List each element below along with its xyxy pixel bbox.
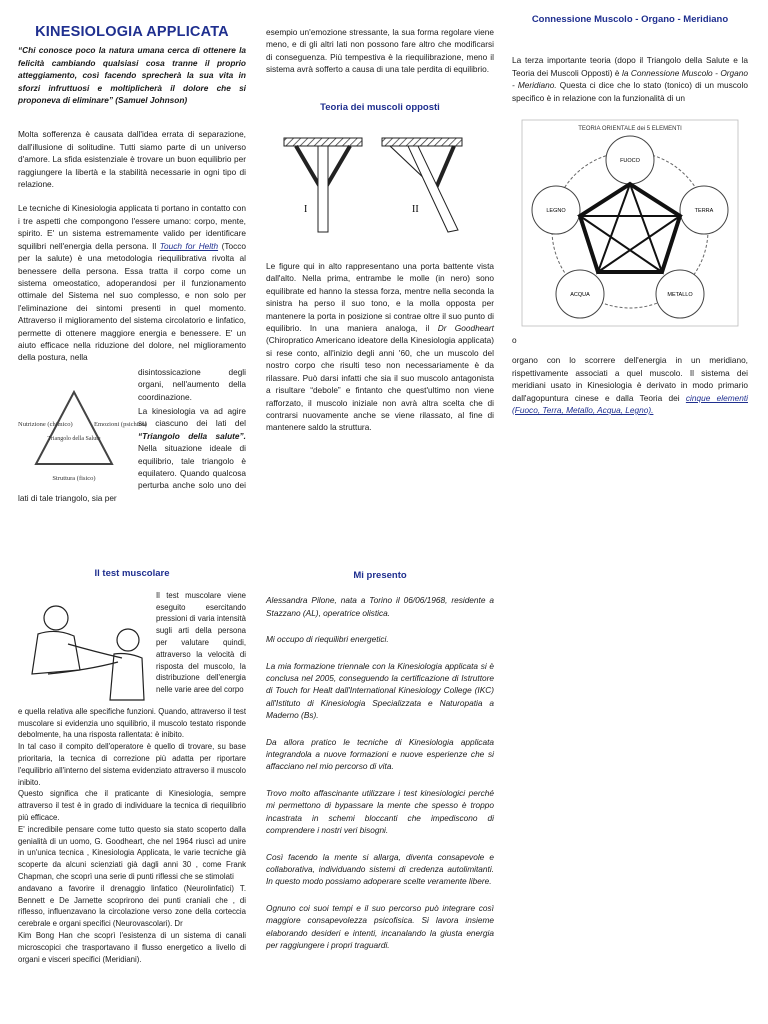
orphan-letter: o <box>512 335 517 346</box>
page-title: KINESIOLOGIA APPLICATA <box>35 24 229 40</box>
triangle-label-bottom: Struttura (fisico) <box>52 474 96 482</box>
muscle-test-float-text: Il test muscolare viene eseguito esercitando pressioni di varia intensità sugli arti della persona per valutare quindi, attraverso la velocità di risposta del muscolo, la distribuzione dell'energia nelle varie aree del corpo <box>156 590 246 695</box>
label-wood: LEGNO <box>546 208 566 215</box>
client-body <box>110 653 144 700</box>
muscle-test-paragraph-5: andavano a favorire il drenaggio linfatico (Neurolinfatici) T. Bennett e De Jarnette scoprirono dei punti craniali che , di riflesso, influenzavano la circolazione verso zone della corteccia cerebrale e organi specifici (Neurovascolari). Dr <box>18 883 246 929</box>
column-meridians <box>512 14 748 425</box>
muscle-test-heading: Il test muscolare <box>94 568 170 579</box>
figure-label-1: I <box>304 204 308 216</box>
wall-hatch-1 <box>284 138 362 146</box>
about-me-paragraph-3: La mia formazione triennale con la Kinesiologia applicata si è conclusa nel 2005, conseguendo la certificazione di Istruttore di Touch for Healt dall'International Kinesiology College (IKC) all'Istituto di Kinesiologia Specializzata e Naturopatia a Maderno (Bs). <box>266 660 494 721</box>
spring-right-2 <box>436 146 454 188</box>
opposing-muscles-heading: Teoria dei muscoli opposti <box>320 101 440 113</box>
about-me-paragraph-2: Mi occupo di riequilibri energetici. <box>266 634 389 645</box>
five-elements-link[interactable]: cinque elementi (Fuoco, Terra, Metallo, Acqua, Legno). <box>512 392 748 416</box>
triangle-label-right: Emozioni (psichico) <box>94 420 147 428</box>
triangle-section <box>18 366 246 504</box>
client-head <box>117 629 139 651</box>
muscle-test-paragraph-6: Kim Bong Han che scoprì l'esistenza di un sistema di canali microscopici che trasportavano il flusso energetico a livello di organi e visceri specifici (Meridiani). <box>18 930 246 964</box>
muscle-test-illustration <box>18 600 150 704</box>
about-me-paragraph-4: Da allora pratico le tecniche di Kinesiologia applicata integrandola a nuove formazioni e nuove esperienze che si affacciano nel mio percorso di vita. <box>266 736 494 772</box>
health-triangle-figure <box>18 374 147 486</box>
door-spring-figure <box>278 132 468 242</box>
about-me-heading: Mi presento <box>353 570 407 581</box>
figure-label-2: II <box>412 204 419 216</box>
column-opposing-muscles <box>266 26 494 443</box>
label-earth: TERRA <box>694 208 714 215</box>
triangle-label-left: Nutrizione (chimico) <box>18 420 73 428</box>
label-water: ACQUA <box>570 292 590 299</box>
practitioner-body <box>32 631 80 674</box>
door-1 <box>318 146 328 232</box>
chart-title: TEORIA ORIENTALE dei 5 ELEMENTI <box>578 126 682 133</box>
triangle-shape <box>36 392 112 464</box>
kinesiology-paragraph: Le tecniche di Kinesiologia applicata ti portano in contatto con i tre aspetti che compongono l'essere umano: corpo, mente, spirito. E' un sistema estremamente valido per identificare squilibri nell'energia della persona. Il Touch for Helth (Tocco per la salute) è una metodologia riequilibrativa rivolta al benessere della persona. Essa tratta il corpo come un sistema omeostatico, adoperandosi per il funzionamento ottimale del Sistema nel suo complesso, e non solo per l'eliminazione dei sintomi presenti in quel momento. Attraverso il miglioramento del sistema circolatorio e linfatico, permette di ottenere maggiore energia e benessere. E' un aiuto efficace nella riduzione del dolore, nel miglioramento della postura, nella <box>18 203 246 363</box>
continuation-paragraph: esempio un'emozione stressante, la sua forma regolare viene meno, e di gli altri lati non possono fare altro che modificarsi di conseguenza. Più tempestiva è la riequilibrazione, meno il sistema avrà sofferto a causa di una tale perdita di equilibrio. <box>266 27 494 75</box>
muscle-test-paragraph-3: Questo significa che il praticante di Kinesiologia, sempre attraverso il test è in grado di individuare la tecnica di riequilibrio più efficace. <box>18 789 246 822</box>
muscle-test-paragraph-2: In tal caso il compito dell'operatore è quello di trovare, su base prioritaria, la tecnica di correzione più adatta per riportare l'equilibrio all'interno del sistema evidenziato attraverso il muscolo inibito. <box>18 742 246 787</box>
about-me-paragraph-7: Ognuno coi suoi tempi e il suo percorso può integrare così maggiore consapevolezza psicofisica. Si lavora insieme elaborando desideri e intenti, incanalando la giusta energia per raggiungere i propri traguardi. <box>266 902 494 950</box>
label-fire: FUOCO <box>620 158 640 165</box>
about-me-paragraph-1: Alessandra Pilone, nata a Torino il 06/06/1968, residente a Stazzano (AL), operatrice olistica. <box>266 595 494 618</box>
intro-paragraph: Molta sofferenza è causata dall'idea errata di separazione, dall'illusione di solitudine. Tutti siamo parte di un universo d'amore. La sfida esistenziale è trovare un buon equilibrio per raggiungere la libertà e la stabilità necessarie in ogni tipo di relazione. <box>18 129 246 190</box>
triangle-label-center: Triangolo della Salute <box>47 435 101 442</box>
meridians-paragraph-1: La terza importante teoria (dopo il Triangolo della Salute e la Teoria dei Muscoli Opposti) è la Connessione Muscolo - Organo - Meridiano. Questa ci dice che lo stato (tonico) di un muscolo specifico è in relazione con la funzionalità di un <box>512 55 748 103</box>
opening-quote: “Chi conosce poco la natura umana cerca di ottenere la felicità cambiando qualsiasi cosa tranne il proprio atteggiamento, così facendo sprecherà la sua vita in sforzi infruttuosi e moltiplicherà il dolore che si proponeva di eliminare” (Samuel Johnson) <box>18 45 246 106</box>
column-muscle-test <box>18 568 246 965</box>
muscle-test-paragraph-1: e quella relativa alle specifiche funzioni. Quando, attraverso il test muscolare si evidenzia uno squilibrio, il muscolo testato risponde debolmente, ha una risposta rallentata: è inibito. <box>18 706 246 740</box>
touch-for-health-link[interactable]: Touch for Helth <box>159 240 219 251</box>
opposing-muscles-paragraph: Le figure qui in alto rappresentano una porta battente vista dall'alto. Nella prima, entrambe le molle (in nero) sono equilibrate ed hanno la stessa forza, mentre nella seconda la sinistra ha perso il suo tono, e la molla opposta per mantenere la porta in posizione si contrae oltre il suo punto di equilibrio. In una maniera analoga, il Dr Goodheart (Chiropratico Americano ideatore della Kinesiologia applicata) si rese conto, all'inizio degli anni '60, che un muscolo del nostro corpo che risulti teso non necessariamente è da rilassare. Può darsi infatti che sia il suo muscolo antagonista a risultare “debole” e fintanto che quest'ultimo non viene rafforzato, il muscolo iniziale non avrà altra scelta che di contrarsi nuovamente anche se viene rilassato, al fine di mantenere saldo la struttura. <box>266 261 494 433</box>
about-me-paragraph-6: Così facendo la mente si allarga, diventa consapevole e collaborativa, individuando sistemi di credenza autolimitanti. In questo modo possiamo adoperare scelte veramente libere. <box>266 851 494 887</box>
meridians-heading: Connessione Muscolo - Organo - Meridiano <box>531 14 729 25</box>
wall-hatch-2 <box>382 138 462 146</box>
meridians-paragraph-2: organo con lo scorrere dell'energia in un meridiano, rispettivamente associati a quel muscolo. Il sistema dei meridiani usato in Kinesiologia è derivato in modo primario dall'agopuntura cinese e dalla Teoria dei cinque elementi (Fuoco, Terra, Metallo, Acqua, Legno). <box>512 355 748 416</box>
detox-paragraph: disintossicazione degli organi, nell'aumento della coordinazione. <box>138 366 246 402</box>
column-about-me <box>266 570 494 951</box>
triangle-paragraph: La kinesiologia va ad agire su ciascuno dei lati del “Triangolo della salute”. Nella situazione ideale di equilibrio, tale triangolo è equilatero. Quando qualcosa perturba anche solo uno dei lati di tale triangolo, sia per <box>18 405 246 503</box>
about-me-paragraph-5: Trovo molto affascinante utilizzare i test kinesiologici perché mi permettono di bypassare la mente che spesso è troppo incastrata in schemi bloccanti che impediscono di comprendere i nostri veri bisogni. <box>266 787 494 836</box>
column-intro <box>18 22 246 504</box>
five-elements-chart <box>512 118 748 328</box>
muscle-test-paragraph-4: E' incredibile pensare come tutto questo sia stato scoperto dalla genialità di un uomo, G. Goodheart, che nel 1964 riuscì ad unire in un'unica tecnica , Kinesiologia Applicata, le varie tecniche già scoperte da alcuni scienziati già dagli anni 30 , come Frank Chapman, che scoprì una serie di punti riflessi che se stimolati <box>18 824 246 881</box>
label-metal: METALLO <box>667 292 693 299</box>
practitioner-head <box>44 606 68 630</box>
